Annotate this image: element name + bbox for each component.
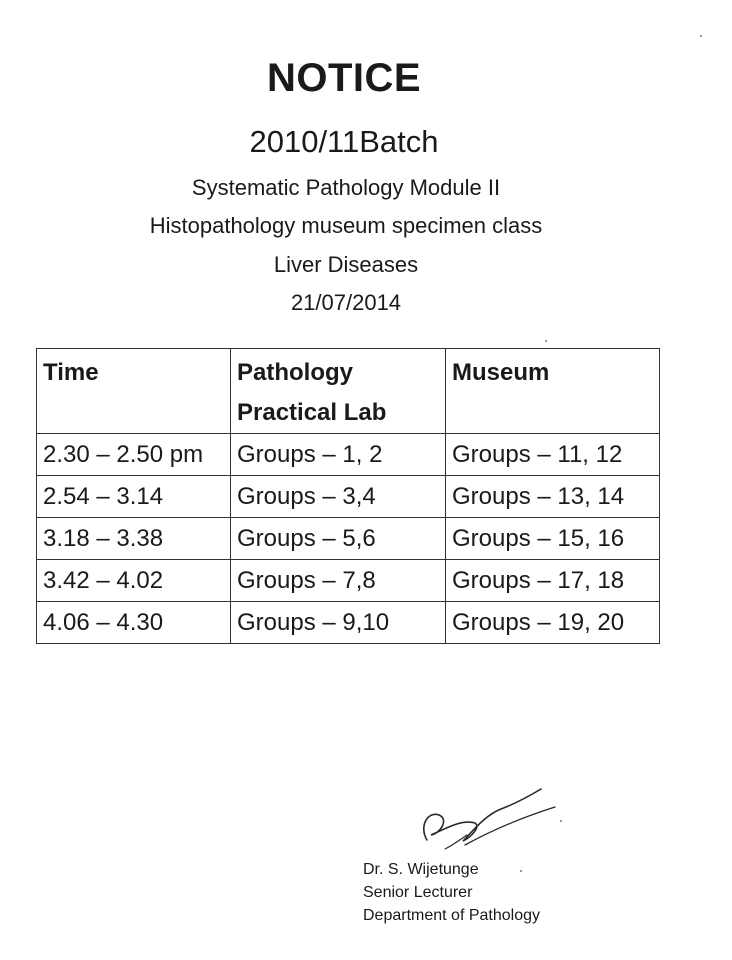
scan-speck	[545, 340, 547, 342]
scan-speck	[700, 35, 702, 37]
header-pathology-lab	[231, 349, 446, 434]
date-line: 21/07/2014	[290, 290, 402, 315]
handwritten-signature	[405, 785, 575, 865]
cell-time: 3.18 – 3.38	[37, 518, 231, 560]
table-row	[37, 476, 660, 518]
scan-speck	[560, 820, 562, 822]
cell-time: 2.30 – 2.50 pm	[37, 434, 231, 476]
signatory-title: Senior Lecturer	[363, 884, 473, 901]
cell-museum: Groups – 19, 20	[446, 602, 660, 644]
cell-lab: Groups – 7,8	[231, 560, 446, 602]
cell-museum: Groups – 15, 16	[446, 518, 660, 560]
table-row	[37, 434, 660, 476]
notice-title: NOTICE	[266, 56, 422, 100]
signature-block	[363, 858, 540, 927]
header-lab-line2: Practical Lab	[237, 399, 387, 426]
table-row	[37, 602, 660, 644]
cell-lab: Groups – 9,10	[231, 602, 446, 644]
cell-museum: Groups – 13, 14	[446, 476, 660, 518]
header-lab-line1: Pathology	[237, 359, 354, 386]
header-time: Time	[37, 349, 231, 434]
topic-line: Liver Diseases	[273, 252, 419, 277]
cell-time: 3.42 – 4.02	[37, 560, 231, 602]
table-row	[37, 560, 660, 602]
cell-time: 2.54 – 3.14	[37, 476, 231, 518]
cell-lab: Groups – 3,4	[231, 476, 446, 518]
cell-museum: Groups – 17, 18	[446, 560, 660, 602]
table-header-row	[37, 349, 660, 434]
signatory-department: Department of Pathology	[363, 907, 540, 924]
header-museum: Museum	[446, 349, 660, 434]
cell-lab: Groups – 5,6	[231, 518, 446, 560]
class-line: Histopathology museum specimen class	[149, 213, 543, 238]
signatory-name: Dr. S. Wijetunge	[363, 861, 479, 878]
schedule-table	[36, 348, 660, 644]
table-row	[37, 518, 660, 560]
scan-speck	[520, 870, 522, 872]
cell-lab: Groups – 1, 2	[231, 434, 446, 476]
module-line: Systematic Pathology Module II	[191, 175, 501, 200]
cell-museum: Groups – 11, 12	[446, 434, 660, 476]
cell-time: 4.06 – 4.30	[37, 602, 231, 644]
batch-heading: 2010/11Batch	[249, 124, 439, 159]
